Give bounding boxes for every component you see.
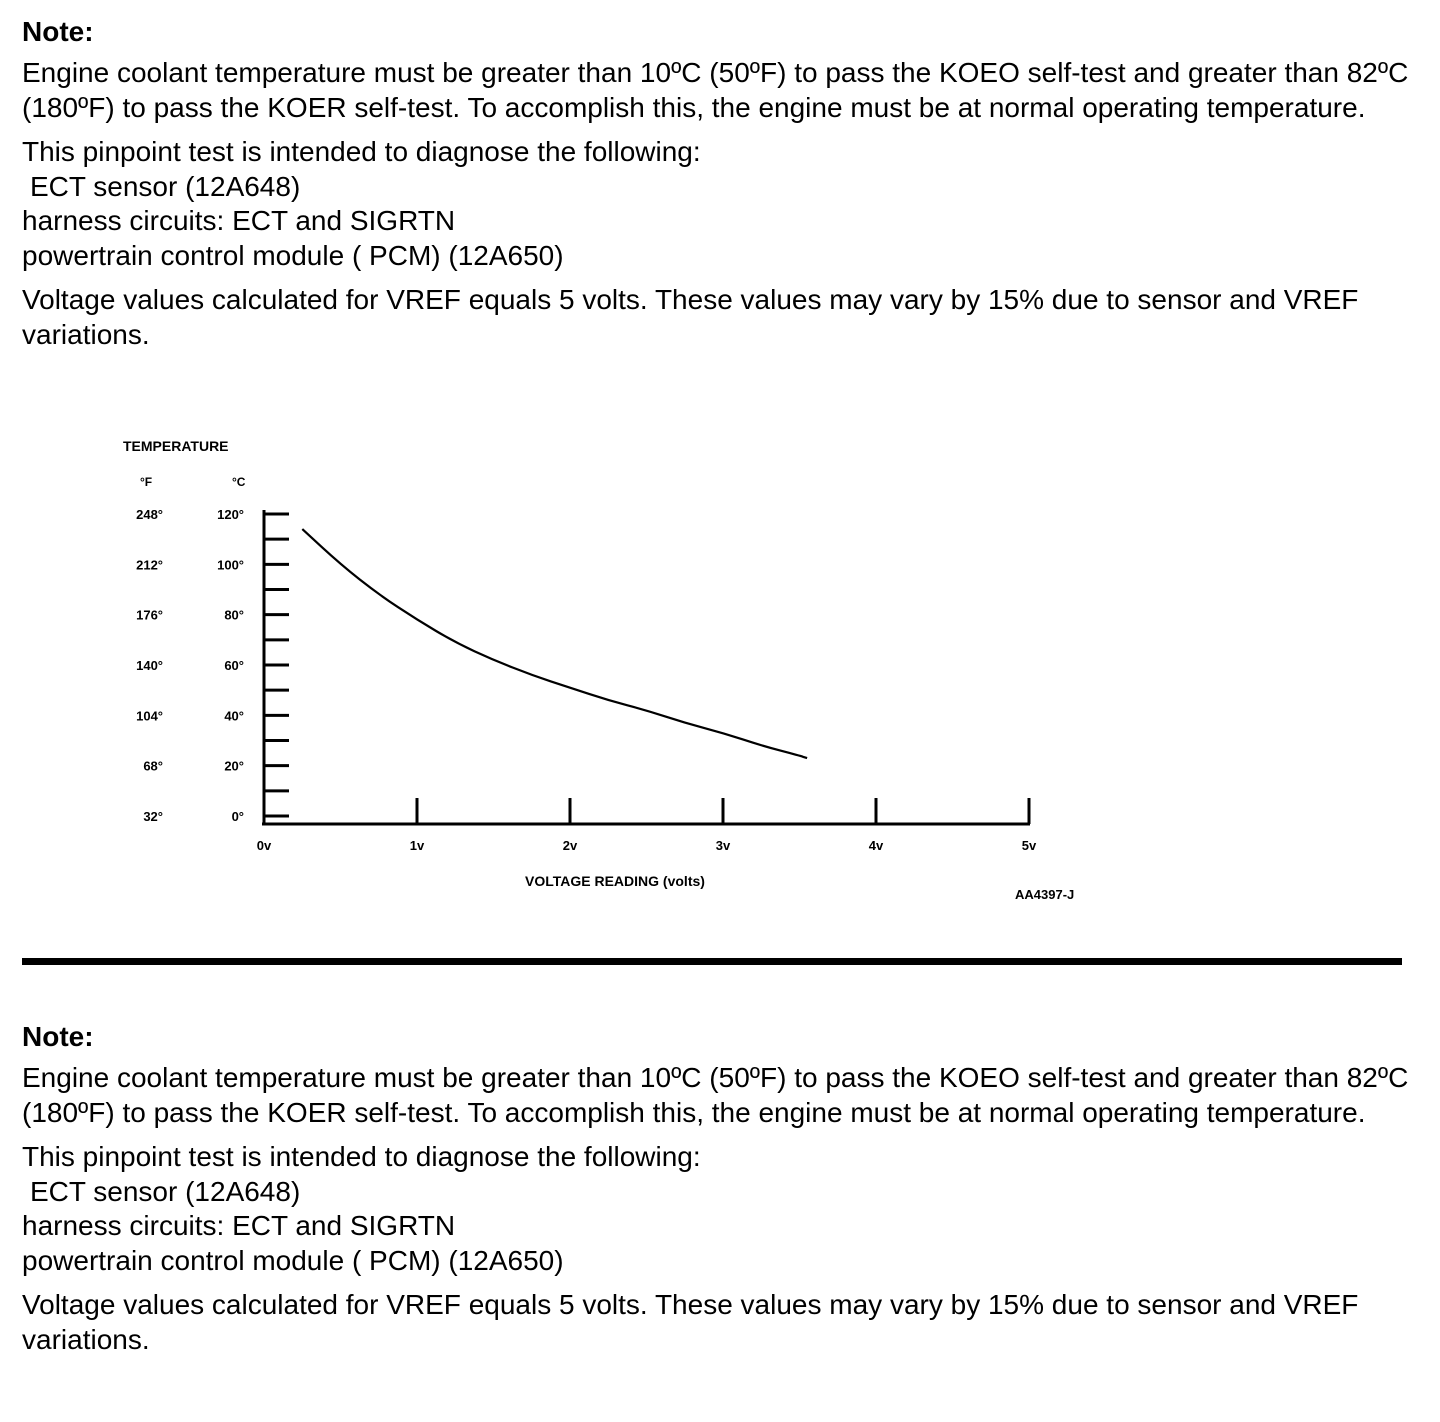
diagnose-list <box>22 1140 1417 1278</box>
list-item: harness circuits: ECT and SIGRTN <box>22 205 456 236</box>
note-paragraph: Engine coolant temperature must be greater than 10ºC (50ºF) to pass the KOEO self-test and greater than 82ºC (180ºF) to pass the KOER self-test. To accomplish this, the engine must be at normal operating temperature. <box>22 1062 1409 1128</box>
y-tick-label-f: 176° <box>136 607 163 623</box>
y-tick-label-f: 68° <box>143 758 163 774</box>
x-tick-label: 0v <box>256 838 272 853</box>
x-tick-label: 3v <box>715 838 731 853</box>
vref-paragraph: Voltage values calculated for VREF equals 5 volts. These values may vary by 15% due to sensor and VREF variations. <box>22 1289 1359 1355</box>
celsius-unit: °C <box>232 475 246 489</box>
y-tick-label-c: 20° <box>224 758 244 774</box>
note-paragraph: Engine coolant temperature must be greater than 10ºC (50ºF) to pass the KOEO self-test and greater than 82ºC (180ºF) to pass the KOER self-test. To accomplish this, the engine must be at normal operating temperature. <box>22 57 1409 123</box>
list-item: ECT sensor (12A648) <box>30 170 301 202</box>
temperature-voltage-chart <box>0 400 1440 920</box>
y-tick-label-f: 104° <box>136 708 163 724</box>
list-intro: This pinpoint test is intended to diagnose the following: <box>22 136 701 167</box>
note-label: Note: <box>22 1021 94 1052</box>
figure-id: AA4397-J <box>1015 887 1075 902</box>
y-tick-label-f: 140° <box>136 658 163 673</box>
list-intro: This pinpoint test is intended to diagnose the following: <box>22 1141 701 1172</box>
y-tick-label-c: 120° <box>217 507 244 522</box>
chart-title: TEMPERATURE <box>123 438 229 454</box>
list-item: harness circuits: ECT and SIGRTN <box>22 1210 456 1241</box>
x-tick-label: 2v <box>562 838 578 853</box>
diagnose-list <box>22 135 1417 273</box>
note-section-1 <box>22 12 1417 362</box>
note-section-2 <box>22 1017 1417 1367</box>
x-tick-label: 4v <box>868 838 884 853</box>
y-tick-label-f: 32° <box>143 809 163 824</box>
y-tick-label-f: 212° <box>136 557 163 573</box>
list-item: ECT sensor (12A648) <box>30 1175 301 1207</box>
fahrenheit-unit: °F <box>140 475 153 489</box>
y-tick-label-c: 60° <box>224 658 244 673</box>
y-tick-label-f: 248° <box>136 507 163 522</box>
x-axis-label: VOLTAGE READING (volts) <box>525 873 705 889</box>
x-tick-label: 5v <box>1021 838 1037 853</box>
y-tick-label-c: 100° <box>217 557 244 573</box>
vref-paragraph: Voltage values calculated for VREF equals 5 volts. These values may vary by 15% due to sensor and VREF variations. <box>22 284 1359 350</box>
list-item: powertrain control module ( PCM) (12A650) <box>22 1244 564 1276</box>
y-tick-label-c: 40° <box>224 708 244 724</box>
y-tick-label-c: 80° <box>224 607 244 623</box>
y-tick-label-c: 0° <box>231 809 244 824</box>
x-tick-label: 1v <box>409 838 425 853</box>
list-item: powertrain control module ( PCM) (12A650) <box>22 239 564 271</box>
section-divider <box>22 958 1402 965</box>
temperature-curve <box>302 529 807 758</box>
note-label: Note: <box>22 16 94 47</box>
